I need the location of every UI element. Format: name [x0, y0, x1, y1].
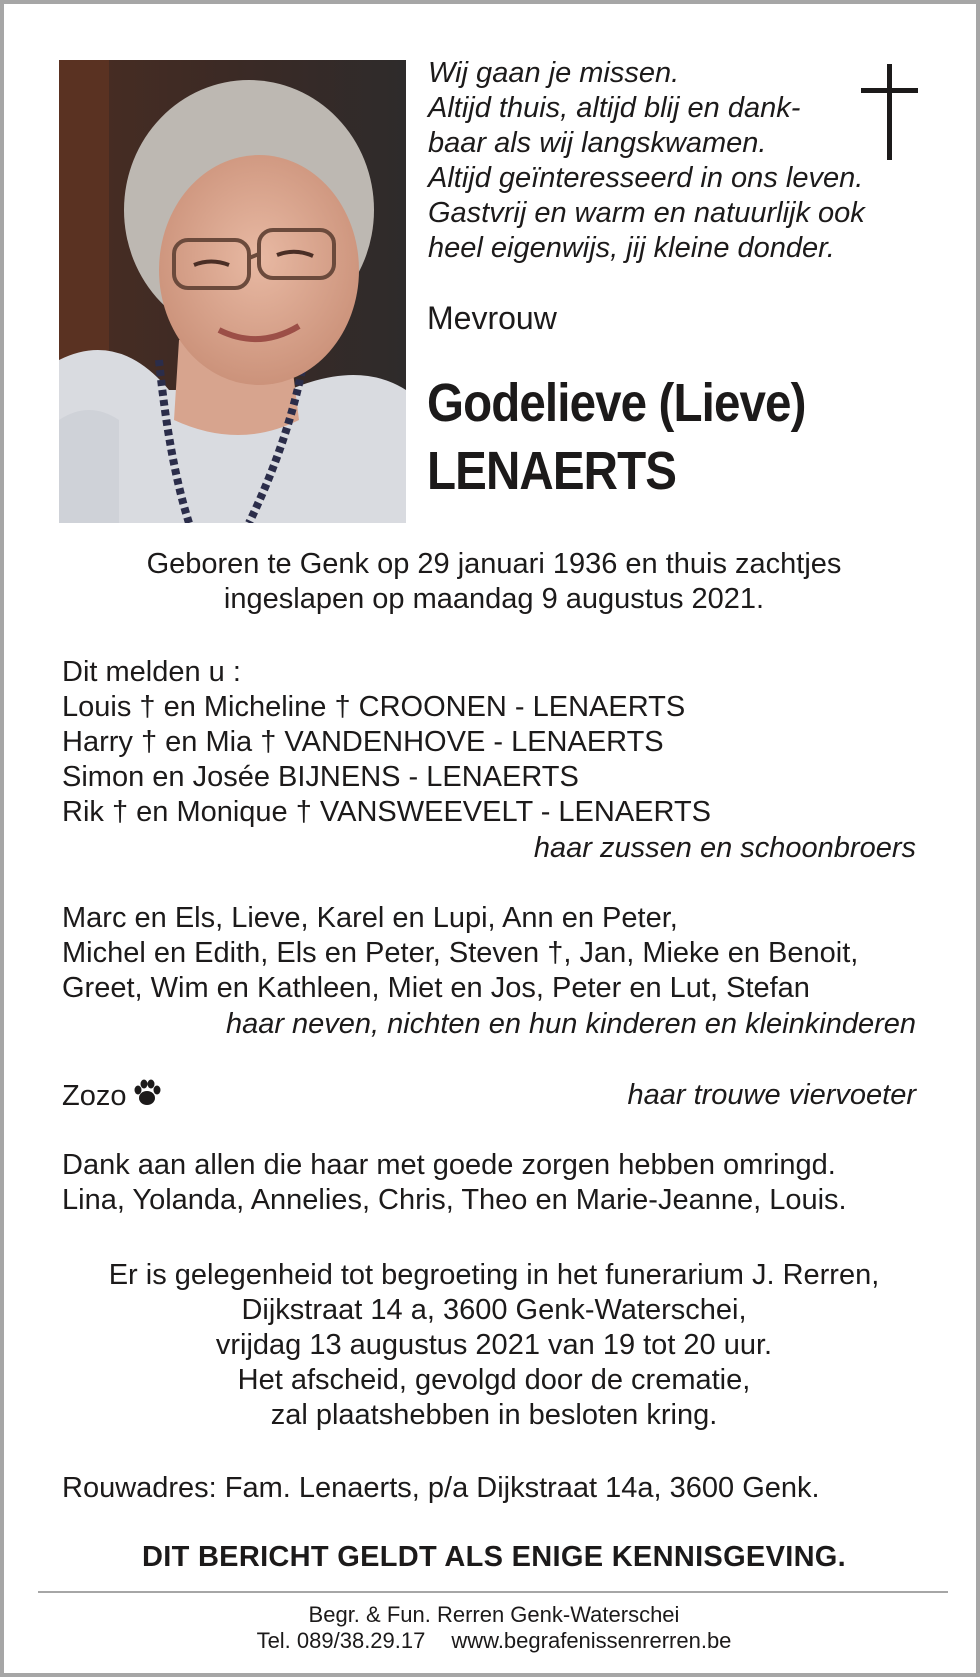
- list-item: Greet, Wim en Kathleen, Miet en Jos, Peter en Lut, Stefan: [62, 972, 810, 1004]
- poem-line: Altijd thuis, altijd blij en dank-: [428, 92, 801, 124]
- poem-line: Altijd geïnteresseerd in ons leven.: [428, 162, 864, 194]
- footer-contact: [44, 1628, 944, 1654]
- siblings-relation: haar zussen en schoonbroers: [533, 832, 916, 864]
- deceased-name: [427, 369, 806, 505]
- visitation-line: Er is gelegenheid tot begroeting in het funerarium J. Rerren,: [108, 1259, 880, 1291]
- list-item: Simon en Josée BIJNENS - LENAERTS: [62, 761, 579, 793]
- nephews-relation: haar neven, nichten en hun kinderen en kleinkinderen: [225, 1008, 916, 1040]
- announce-intro: Dit melden u :: [62, 656, 241, 688]
- visitation-line: zal plaatshebben in besloten kring.: [270, 1399, 718, 1431]
- list-item: Michel en Edith, Els en Peter, Steven †, Jan, Mieke en Benoit,: [62, 937, 859, 969]
- siblings-list: [62, 690, 711, 830]
- funeral-company: Begr. & Fun. Rerren Genk-Waterschei: [308, 1602, 680, 1627]
- list-item: Harry † en Mia † VANDENHOVE - LENAERTS: [62, 726, 664, 758]
- visitation-line: Dijkstraat 14 a, 3600 Genk-Waterschei,: [241, 1294, 747, 1326]
- poem-line: Wij gaan je missen.: [428, 57, 680, 89]
- visitation-line: Het afscheid, gevolgd door de crematie,: [237, 1364, 751, 1396]
- list-item: Marc en Els, Lieve, Karel en Lupi, Ann en Peter,: [62, 902, 678, 934]
- pet-name: Zozo: [62, 1080, 127, 1112]
- notice: DIT BERICHT GELDT ALS ENIGE KENNISGEVING.: [141, 1541, 847, 1573]
- last-name: LENAERTS: [427, 441, 677, 501]
- list-item: Rik † en Monique † VANSWEEVELT - LENAERTS: [62, 796, 712, 828]
- footer-website[interactable]: www.begrafenissenrerren.be: [451, 1628, 732, 1653]
- cross-icon: [861, 64, 921, 164]
- portrait-photo: [59, 60, 406, 523]
- list-item: Louis † en Micheline † CROONEN - LENAERTS: [62, 691, 686, 723]
- nephews-list: [62, 901, 858, 1006]
- pet-relation: haar trouwe viervoeter: [627, 1079, 916, 1111]
- footer-phone: Tel. 089/38.29.17: [256, 1628, 426, 1653]
- thanks-line: Dank aan allen die haar met goede zorgen hebben omringd.: [62, 1149, 836, 1181]
- visitation-line: vrijdag 13 augustus 2021 van 19 tot 20 uur.: [215, 1329, 773, 1361]
- divider: [38, 1591, 948, 1593]
- poem-line: heel eigenwijs, jij kleine donder.: [428, 232, 835, 264]
- poem-line: Gastvrij en warm en natuurlijk ook: [428, 197, 865, 229]
- visitation-info: [44, 1258, 944, 1433]
- thanks-line: Lina, Yolanda, Annelies, Chris, Theo en Marie-Jeanne, Louis.: [62, 1184, 847, 1216]
- pet: [62, 1078, 162, 1114]
- paw-icon: [132, 1078, 162, 1108]
- poem: [428, 56, 888, 266]
- thanks: [62, 1148, 847, 1218]
- poem-line: baar als wij langskwamen.: [428, 127, 767, 159]
- mourning-address: Rouwadres: Fam. Lenaerts, p/a Dijkstraat 14a, 3600 Genk.: [62, 1472, 820, 1504]
- birth-line: Geboren te Genk op 29 januari 1936 en thuis zachtjes: [146, 548, 842, 580]
- salutation: Mevrouw: [427, 300, 557, 336]
- first-name: Godelieve (Lieve): [427, 373, 806, 433]
- birth-line: ingeslapen op maandag 9 augustus 2021.: [223, 583, 765, 615]
- birth-info: [44, 547, 944, 617]
- footer: [44, 1602, 944, 1654]
